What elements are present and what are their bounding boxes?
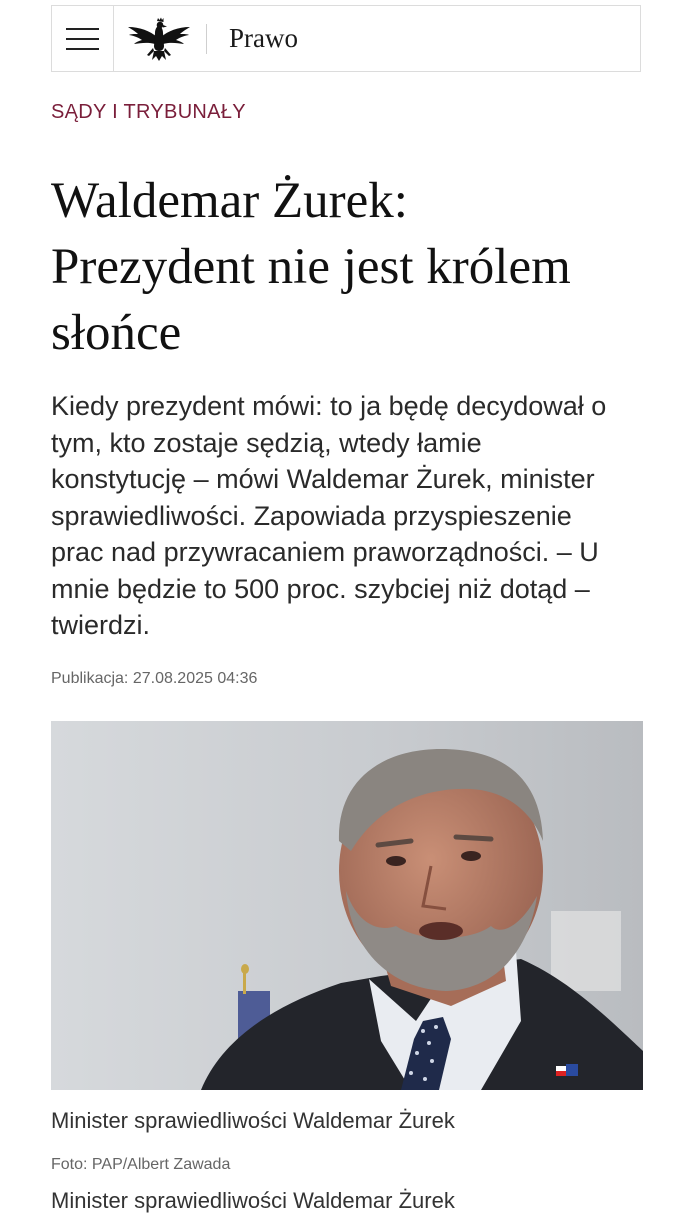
lead-line: sprawiedliwości. Zapowiada przyspieszenie [51,500,572,531]
category-link[interactable]: SĄDY I TRYBUNAŁY [51,101,246,123]
publication-date: Publikacja: 27.08.2025 04:36 [51,670,258,687]
lead-line: mnie będzie to 500 proc. szybciej niż dotąd – [51,573,590,604]
photo-credit: Foto: PAP/Albert Zawada [51,1156,231,1173]
top-navigation-bar [51,5,641,72]
header-divider [206,24,207,54]
article-photo[interactable] [51,721,643,1090]
lead-line: Kiedy prezydent mówi: to ja będę decydował o [51,391,607,421]
eagle-logo-icon[interactable] [114,6,204,71]
lead-line: konstytucję – mówi Waldemar Żurek, minister [51,464,595,494]
lead-line: prac nad przywracaniem praworządności. – U [51,537,599,567]
article-body-text: Minister sprawiedliwości Waldemar Żurek [51,1188,455,1213]
hamburger-menu-icon[interactable] [52,6,114,71]
lead-line: twierdzi. [51,610,151,640]
photo-caption: Minister sprawiedliwości Waldemar Żurek [51,1108,455,1133]
article-title [51,168,651,366]
title-line: Waldemar Żurek: [51,173,408,229]
title-line: słońce [51,305,182,361]
lead-line: tym, kto zostaje sędzią, wtedy łamie [51,427,482,458]
section-link[interactable]: Prawo [229,23,298,53]
article-lead [51,388,651,644]
title-line: Prezydent nie jest królem [51,239,571,295]
